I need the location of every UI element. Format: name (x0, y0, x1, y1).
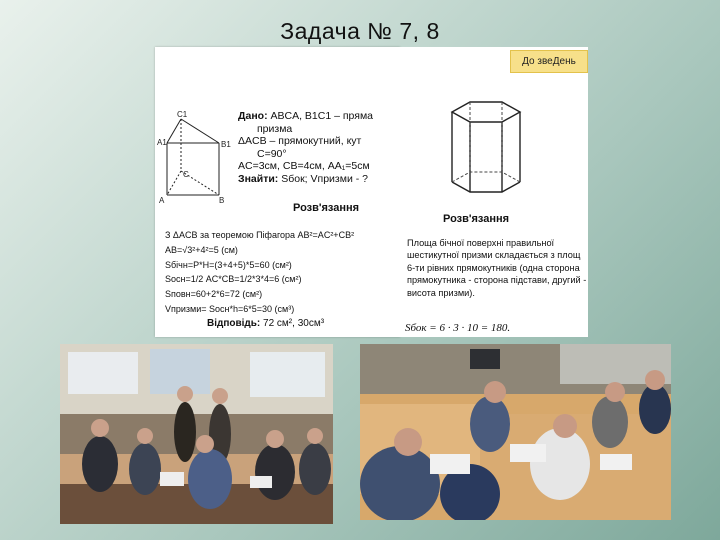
solution-heading-left: Розв'язання (293, 202, 360, 214)
hexagonal-prism-diagram (436, 96, 536, 201)
vertex-label-c1: C1 (177, 110, 188, 119)
reference-badge: До звеДень (510, 50, 588, 73)
solution-line: Sосн=1/2 AC*CB=1/2*3*4=6 (см²) (165, 274, 302, 285)
vertex-label-a: A (159, 196, 165, 205)
solution-block (165, 228, 410, 332)
given-block (238, 110, 398, 186)
classroom-photo-right (360, 344, 671, 520)
slide-title: Задача № 7, 8 (280, 18, 440, 44)
solution-line: Sбічн=P*H=(3+4+5)*5=60 (см²) (165, 259, 292, 270)
solution-line: AB=√3²+4²=5 (см) (165, 244, 238, 255)
vertex-label-b1: B1 (221, 140, 231, 149)
given-line: C=90° (257, 147, 287, 160)
prism-top-face (452, 102, 520, 122)
find-text: Sбок; Vпризми - ? (278, 172, 368, 185)
vertex-label-a1: A1 (157, 138, 167, 147)
answer-text: 72 см², 30см³ (260, 317, 325, 329)
solution-line: Vпризми= Sосн*h=6*5=30 (см³) (165, 303, 295, 314)
solution-line: Sповн=60+2*6=72 (см²) (165, 289, 263, 300)
prism-edge (167, 171, 181, 195)
answer-label: Відповідь: (207, 317, 261, 329)
vertex-label-c: C (183, 170, 189, 179)
prism-edge (181, 119, 219, 143)
vertex-label-b: B (219, 196, 225, 205)
triangular-prism-diagram (155, 105, 240, 215)
given-label: Дано: (238, 110, 268, 122)
find-label: Знайти: (238, 172, 279, 185)
classroom-photo-left (60, 344, 333, 524)
given-text: ABCA, B1C1 – пряма (267, 110, 374, 122)
prism-edge (167, 119, 181, 143)
prism-bottom-back (452, 172, 520, 182)
solution-heading-right: Розв'язання (443, 213, 510, 225)
given-line: AC=3см, CB=4см, AA₁=5см (238, 160, 370, 173)
given-line: призма (257, 122, 293, 135)
solution-line: З ΔACB за теоремою Піфагора AB²=AC²+CB² (165, 230, 355, 240)
prism-bottom-front (452, 182, 520, 192)
hex-solution-text: Площа бічної поверхні правильної шестикутної призми складається з площ 6-ти рівних прямокутників (одна сторона прямокутника - сторона підстави, другий - висота призми). (407, 238, 587, 298)
given-line: ΔACB – прямокутний, кут (238, 135, 362, 148)
hex-area-formula: Sбок = 6 · 3 · 10 = 180. (405, 322, 511, 334)
